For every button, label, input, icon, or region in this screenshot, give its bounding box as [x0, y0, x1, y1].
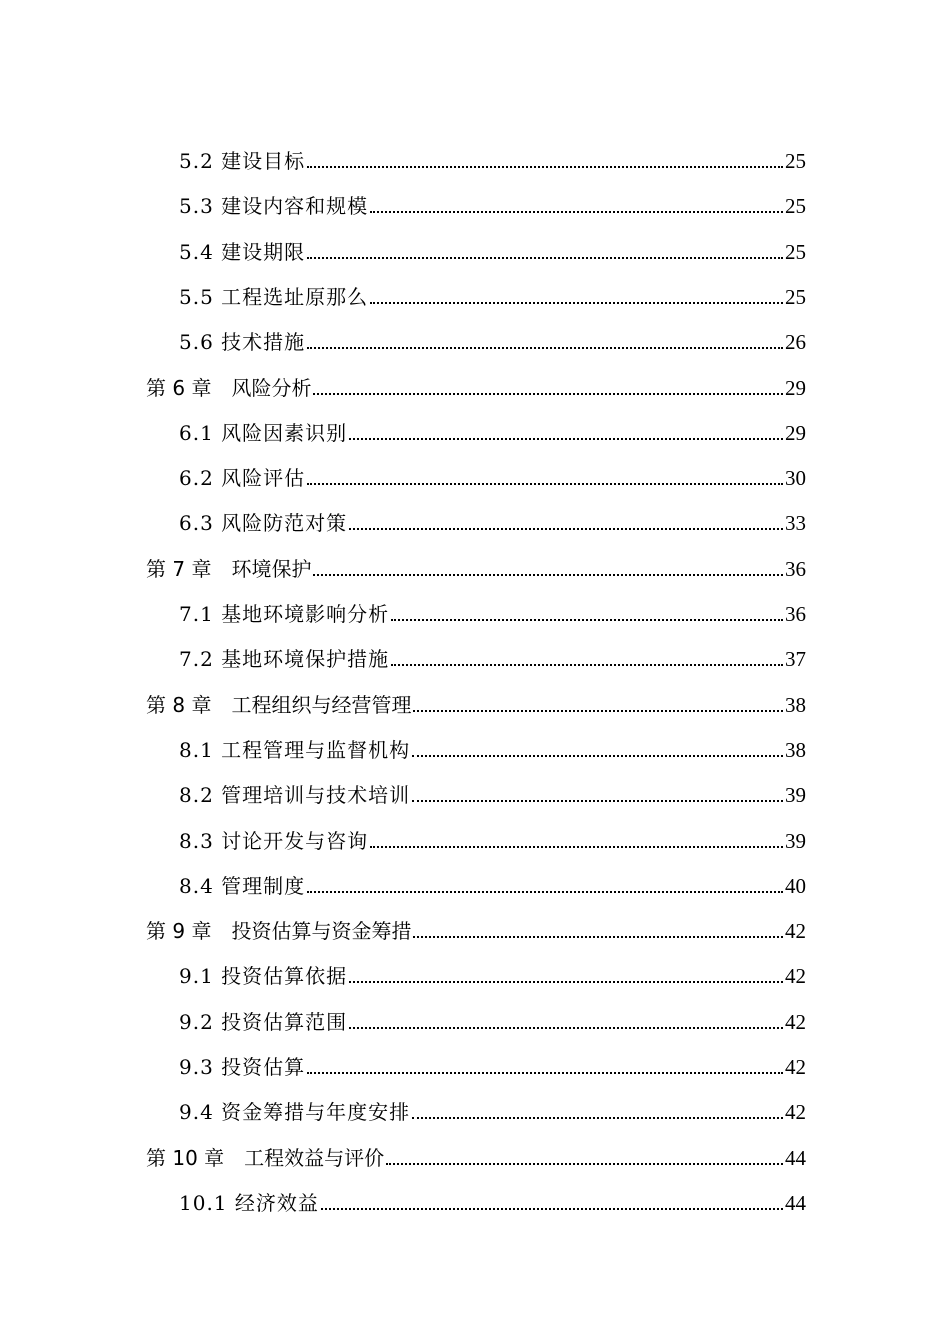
toc-page-number: 30 [785, 466, 806, 491]
toc-page-number: 25 [785, 239, 806, 264]
toc-dot-leader [349, 981, 783, 983]
toc-dot-leader [307, 347, 783, 349]
toc-entry-title: 6.1 风险因素识别 [179, 420, 348, 445]
toc-section-entry [179, 405, 806, 445]
toc-dot-leader [413, 936, 783, 938]
toc-section-entry [179, 1175, 806, 1215]
toc-entry-title: 6.3 风险防范对策 [179, 511, 348, 536]
toc-page-number: 42 [785, 1100, 806, 1125]
toc-entry-title: 5.5 工程选址原那么 [179, 284, 369, 309]
toc-page-number: 38 [785, 737, 806, 762]
toc-section-entry [179, 1039, 806, 1079]
toc-section-entry [179, 133, 806, 173]
toc-dot-leader [412, 755, 783, 757]
toc-dot-leader [307, 891, 783, 893]
toc-page-number: 44 [785, 1145, 806, 1170]
toc-dot-leader [412, 1117, 783, 1119]
toc-section-entry [179, 858, 806, 898]
toc-chapter-entry [146, 903, 806, 943]
toc-entry-title: 第 6 章 风险分析 [146, 375, 312, 400]
toc-page-number: 29 [785, 420, 806, 445]
toc-page-number: 25 [785, 284, 806, 309]
toc-entry-title: 第 9 章 投资估算与资金筹措 [146, 919, 412, 944]
toc-section-entry [179, 450, 806, 490]
toc-entry-title: 5.2 建设目标 [179, 149, 306, 173]
toc-section-entry [179, 948, 806, 988]
toc-page-number: 40 [785, 873, 806, 898]
toc-dot-leader [391, 619, 783, 621]
toc-entry-title: 8.4 管理制度 [179, 873, 306, 898]
toc-dot-leader [307, 483, 783, 485]
toc-dot-leader [313, 574, 783, 576]
toc-entry-title: 第 10 章 工程效益与评价 [146, 1145, 385, 1170]
toc-entry-title: 5.4 建设期限 [179, 239, 306, 264]
toc-page-number: 39 [785, 783, 806, 808]
toc-page-number: 42 [785, 1009, 806, 1034]
toc-entry-title: 第 7 章 环境保护 [146, 556, 312, 581]
toc-entry-title: 7.1 基地环境影响分析 [179, 602, 390, 626]
toc-dot-leader [307, 1072, 783, 1074]
toc-section-entry [179, 767, 806, 807]
toc-dot-leader [307, 257, 783, 259]
toc-page-number: 25 [785, 194, 806, 219]
toc-entry-title: 8.2 管理培训与技术培训 [179, 783, 411, 808]
toc-chapter-entry [146, 541, 806, 581]
toc-entry-title: 6.2 风险评估 [179, 466, 306, 491]
toc-entry-title: 9.4 资金筹措与年度安排 [179, 1100, 411, 1125]
toc-entry-title: 9.1 投资估算依据 [179, 964, 348, 989]
toc-entry-title: 9.2 投资估算范围 [179, 1009, 348, 1034]
toc-chapter-entry [146, 677, 806, 717]
toc-chapter-entry [146, 1130, 806, 1170]
toc-page-number: 37 [785, 647, 806, 672]
toc-dot-leader [313, 393, 783, 395]
toc-entry-title: 10.1 经济效益 [179, 1190, 319, 1215]
toc-section-entry [179, 722, 806, 762]
toc-dot-leader [386, 1163, 783, 1165]
toc-page-number: 42 [785, 919, 806, 944]
toc-page-number: 36 [785, 556, 806, 581]
toc-dot-leader [307, 166, 783, 168]
toc-page-number: 44 [785, 1190, 806, 1215]
toc-dot-leader [370, 846, 783, 848]
toc-page-number: 26 [785, 330, 806, 355]
toc-page-number: 42 [785, 964, 806, 989]
toc-section-entry [179, 495, 806, 535]
toc-entry-title: 5.6 技术措施 [179, 330, 306, 355]
toc-section-entry [179, 813, 806, 853]
toc-dot-leader [391, 664, 783, 666]
toc-section-entry [179, 994, 806, 1034]
toc-page-number: 42 [785, 1055, 806, 1079]
toc-section-entry [179, 178, 806, 218]
toc-section-entry [179, 314, 806, 354]
toc-page-number: 36 [785, 602, 806, 626]
toc-entry-title: 第 8 章 工程组织与经营管理 [146, 692, 412, 717]
toc-section-entry [179, 1084, 806, 1124]
toc-entry-title: 9.3 投资估算 [179, 1055, 306, 1079]
toc-dot-leader [349, 1027, 783, 1029]
toc-section-entry [179, 586, 806, 626]
toc-chapter-entry [146, 360, 806, 400]
toc-section-entry [179, 631, 806, 671]
toc-entry-title: 8.3 讨论开发与咨询 [179, 828, 369, 853]
toc-page-number: 29 [785, 375, 806, 400]
toc-dot-leader [413, 710, 783, 712]
toc-page-number: 33 [785, 511, 806, 536]
toc-page-number: 25 [785, 149, 806, 173]
toc-page-number: 39 [785, 828, 806, 853]
toc-dot-leader [321, 1208, 783, 1210]
toc-section-entry [179, 224, 806, 264]
toc-dot-leader [349, 528, 783, 530]
toc-dot-leader [370, 211, 783, 213]
toc-entry-title: 7.2 基地环境保护措施 [179, 647, 390, 672]
toc-dot-leader [370, 302, 783, 304]
toc-section-entry [179, 269, 806, 309]
toc-entry-title: 5.3 建设内容和规模 [179, 194, 369, 219]
toc-dot-leader [349, 438, 783, 440]
toc-page-number: 38 [785, 692, 806, 717]
toc-entry-title: 8.1 工程管理与监督机构 [179, 737, 411, 762]
toc-dot-leader [412, 800, 783, 802]
